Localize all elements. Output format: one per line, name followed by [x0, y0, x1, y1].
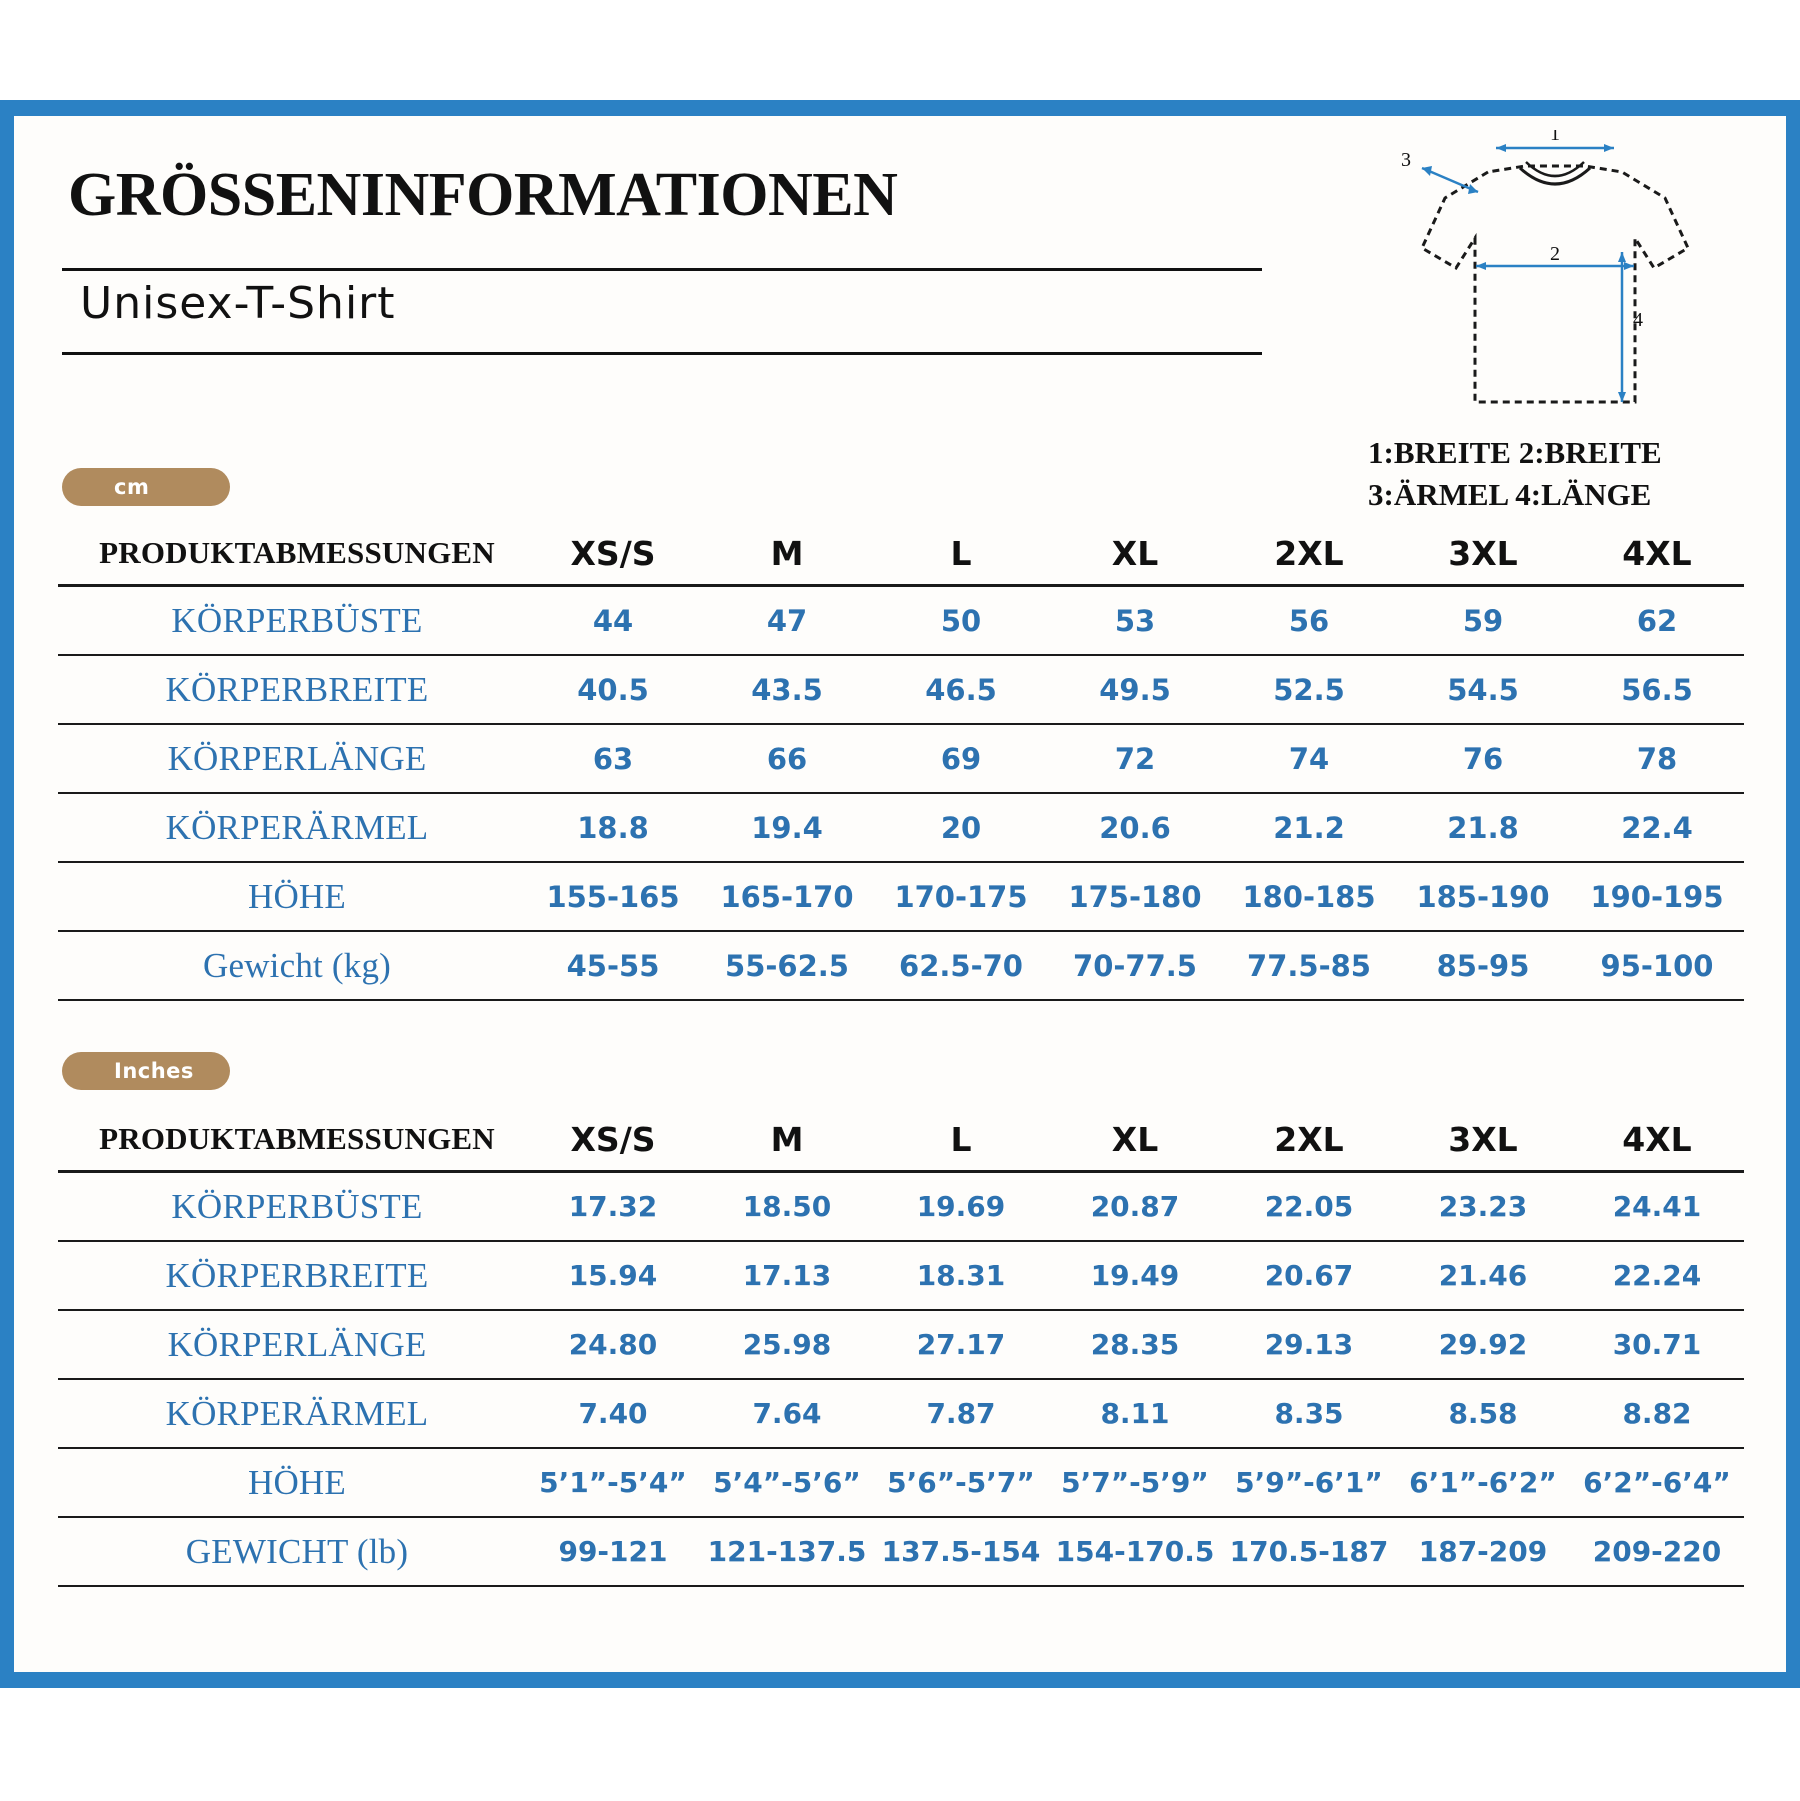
cell-value: 175-180: [1048, 862, 1222, 931]
table-row: [58, 586, 1744, 656]
cell-value: 7.64: [700, 1379, 874, 1448]
table-row: [58, 1517, 1744, 1586]
row-label: KÖRPERÄRMEL: [58, 1379, 526, 1448]
cell-value: 6’1”-6’2”: [1396, 1448, 1570, 1517]
bottom-white-band: [0, 1688, 1800, 1801]
top-blue-bar: [0, 100, 1800, 116]
table-row: [58, 862, 1744, 931]
table-row: [58, 724, 1744, 793]
cell-value: 85-95: [1396, 931, 1570, 1000]
diagram-marker-4-label: 4: [1633, 309, 1643, 331]
cell-value: 49.5: [1048, 655, 1222, 724]
cell-value: 77.5-85: [1222, 931, 1396, 1000]
cell-value: 155-165: [526, 862, 700, 931]
cell-value: 18.8: [526, 793, 700, 862]
cm-size-table: [58, 522, 1744, 1001]
cell-value: 54.5: [1396, 655, 1570, 724]
cell-value: 23.23: [1396, 1172, 1570, 1242]
col-header-3xl: 3XL: [1396, 1108, 1570, 1172]
cell-value: 180-185: [1222, 862, 1396, 931]
cell-value: 8.58: [1396, 1379, 1570, 1448]
cell-value: 185-190: [1396, 862, 1570, 931]
cell-value: 59: [1396, 586, 1570, 656]
bottom-blue-bar: [0, 1672, 1800, 1688]
cell-value: 99-121: [526, 1517, 700, 1586]
table-row: [58, 1448, 1744, 1517]
cell-value: 5’9”-6’1”: [1222, 1448, 1396, 1517]
cell-value: 55-62.5: [700, 931, 874, 1000]
title-divider-top: [62, 268, 1262, 271]
col-header-xl: XL: [1048, 1108, 1222, 1172]
row-label: KÖRPERBÜSTE: [58, 586, 526, 656]
col-header-3xl: 3XL: [1396, 522, 1570, 586]
col-header-4xl: 4XL: [1570, 1108, 1744, 1172]
row-label: KÖRPERBREITE: [58, 655, 526, 724]
cell-value: 209-220: [1570, 1517, 1744, 1586]
cell-value: 20.87: [1048, 1172, 1222, 1242]
cell-value: 6’2”-6’4”: [1570, 1448, 1744, 1517]
row-label: KÖRPERBÜSTE: [58, 1172, 526, 1242]
row-label: KÖRPERLÄNGE: [58, 1310, 526, 1379]
cell-value: 43.5: [700, 655, 874, 724]
cell-value: 52.5: [1222, 655, 1396, 724]
cell-value: 25.98: [700, 1310, 874, 1379]
legend-line-1: 1:BREITE 2:BREITE: [1368, 435, 1662, 470]
left-blue-edge: [0, 116, 14, 1672]
cell-value: 18.31: [874, 1241, 1048, 1310]
col-header-xss: XS/S: [526, 1108, 700, 1172]
row-label: HÖHE: [58, 1448, 526, 1517]
cell-value: 44: [526, 586, 700, 656]
cell-value: 69: [874, 724, 1048, 793]
cell-value: 5’6”-5’7”: [874, 1448, 1048, 1517]
table-row: [58, 1379, 1744, 1448]
col-header-l: L: [874, 1108, 1048, 1172]
cell-value: 29.13: [1222, 1310, 1396, 1379]
cell-value: 47: [700, 586, 874, 656]
cell-value: 7.40: [526, 1379, 700, 1448]
cell-value: 19.4: [700, 793, 874, 862]
cell-value: 20.6: [1048, 793, 1222, 862]
table-header-row: [58, 522, 1744, 586]
cell-value: 15.94: [526, 1241, 700, 1310]
cell-value: 137.5-154: [874, 1517, 1048, 1586]
cell-value: 24.41: [1570, 1172, 1744, 1242]
col-header-2xl: 2XL: [1222, 522, 1396, 586]
diagram-legend: [1368, 432, 1768, 515]
top-white-band: [0, 0, 1800, 100]
page-subtitle: Unisex-T-Shirt: [80, 278, 396, 329]
row-label: HÖHE: [58, 862, 526, 931]
cell-value: 121-137.5: [700, 1517, 874, 1586]
cell-value: 8.11: [1048, 1379, 1222, 1448]
row-label: GEWICHT (lb): [58, 1517, 526, 1586]
cell-value: 8.82: [1570, 1379, 1744, 1448]
cell-value: 46.5: [874, 655, 1048, 724]
row-label: Gewicht (kg): [58, 931, 526, 1000]
cell-value: 20: [874, 793, 1048, 862]
cell-value: 66: [700, 724, 874, 793]
cell-value: 190-195: [1570, 862, 1744, 931]
cell-value: 17.13: [700, 1241, 874, 1310]
row-label: KÖRPERÄRMEL: [58, 793, 526, 862]
shirt-collar-inner: [1526, 162, 1584, 176]
measure-arrow-1-right: [1604, 144, 1614, 152]
cell-value: 17.32: [526, 1172, 700, 1242]
table-row: [58, 793, 1744, 862]
col-header-measurement: PRODUKTABMESSUNGEN: [58, 1108, 526, 1172]
cell-value: 27.17: [874, 1310, 1048, 1379]
cell-value: 19.49: [1048, 1241, 1222, 1310]
cell-value: 95-100: [1570, 931, 1744, 1000]
col-header-2xl: 2XL: [1222, 1108, 1396, 1172]
inches-size-table: [58, 1108, 1744, 1587]
cell-value: 29.92: [1396, 1310, 1570, 1379]
cell-value: 21.8: [1396, 793, 1570, 862]
cell-value: 5’7”-5’9”: [1048, 1448, 1222, 1517]
cell-value: 63: [526, 724, 700, 793]
col-header-m: M: [700, 522, 874, 586]
measure-arrow-4-top: [1618, 252, 1626, 262]
cell-value: 21.46: [1396, 1241, 1570, 1310]
col-header-xl: XL: [1048, 522, 1222, 586]
table-row: [58, 655, 1744, 724]
cell-value: 74: [1222, 724, 1396, 793]
cell-value: 170.5-187: [1222, 1517, 1396, 1586]
cell-value: 165-170: [700, 862, 874, 931]
cell-value: 18.50: [700, 1172, 874, 1242]
cell-value: 56: [1222, 586, 1396, 656]
cell-value: 5’4”-5’6”: [700, 1448, 874, 1517]
table-row: [58, 1172, 1744, 1242]
cell-value: 8.35: [1222, 1379, 1396, 1448]
cell-value: 40.5: [526, 655, 700, 724]
diagram-marker-1-label: 1: [1550, 130, 1560, 145]
right-blue-edge: [1786, 116, 1800, 1672]
shirt-outline: [1422, 166, 1688, 402]
cell-value: 24.80: [526, 1310, 700, 1379]
cell-value: 72: [1048, 724, 1222, 793]
table-row: [58, 931, 1744, 1000]
cell-value: 22.24: [1570, 1241, 1744, 1310]
cell-value: 53: [1048, 586, 1222, 656]
col-header-m: M: [700, 1108, 874, 1172]
cell-value: 170-175: [874, 862, 1048, 931]
page-title: GRÖSSENINFORMATIONEN: [68, 161, 898, 229]
table-row: [58, 1241, 1744, 1310]
cell-value: 19.69: [874, 1172, 1048, 1242]
col-header-4xl: 4XL: [1570, 522, 1744, 586]
cell-value: 187-209: [1396, 1517, 1570, 1586]
title-divider-bottom: [62, 352, 1262, 355]
cell-value: 154-170.5: [1048, 1517, 1222, 1586]
table-row: [58, 1310, 1744, 1379]
measure-arrow-1-left: [1496, 144, 1506, 152]
cell-value: 56.5: [1570, 655, 1744, 724]
cell-value: 7.87: [874, 1379, 1048, 1448]
cell-value: 62: [1570, 586, 1744, 656]
unit-badge-cm: cm: [62, 468, 230, 506]
cell-value: 62.5-70: [874, 931, 1048, 1000]
diagram-marker-3-label: 3: [1401, 149, 1411, 171]
cell-value: 22.05: [1222, 1172, 1396, 1242]
row-label: KÖRPERLÄNGE: [58, 724, 526, 793]
cell-value: 28.35: [1048, 1310, 1222, 1379]
row-label: KÖRPERBREITE: [58, 1241, 526, 1310]
cell-value: 22.4: [1570, 793, 1744, 862]
col-header-l: L: [874, 522, 1048, 586]
measure-arrow-2-left: [1476, 262, 1486, 270]
table-header-row: [58, 1108, 1744, 1172]
cell-value: 5’1”-5’4”: [526, 1448, 700, 1517]
cell-value: 30.71: [1570, 1310, 1744, 1379]
cell-value: 78: [1570, 724, 1744, 793]
cell-value: 21.2: [1222, 793, 1396, 862]
cell-value: 76: [1396, 724, 1570, 793]
tshirt-diagram: [1370, 130, 1740, 430]
cell-value: 45-55: [526, 931, 700, 1000]
measure-arrow-2-right: [1624, 262, 1634, 270]
legend-line-2: 3:ÄRMEL 4:LÄNGE: [1368, 476, 1652, 512]
unit-badge-inches: Inches: [62, 1052, 230, 1090]
cell-value: 70-77.5: [1048, 931, 1222, 1000]
col-header-measurement: PRODUKTABMESSUNGEN: [58, 522, 526, 586]
diagram-marker-2-label: 2: [1550, 243, 1560, 265]
cell-value: 50: [874, 586, 1048, 656]
col-header-xss: XS/S: [526, 522, 700, 586]
cell-value: 20.67: [1222, 1241, 1396, 1310]
